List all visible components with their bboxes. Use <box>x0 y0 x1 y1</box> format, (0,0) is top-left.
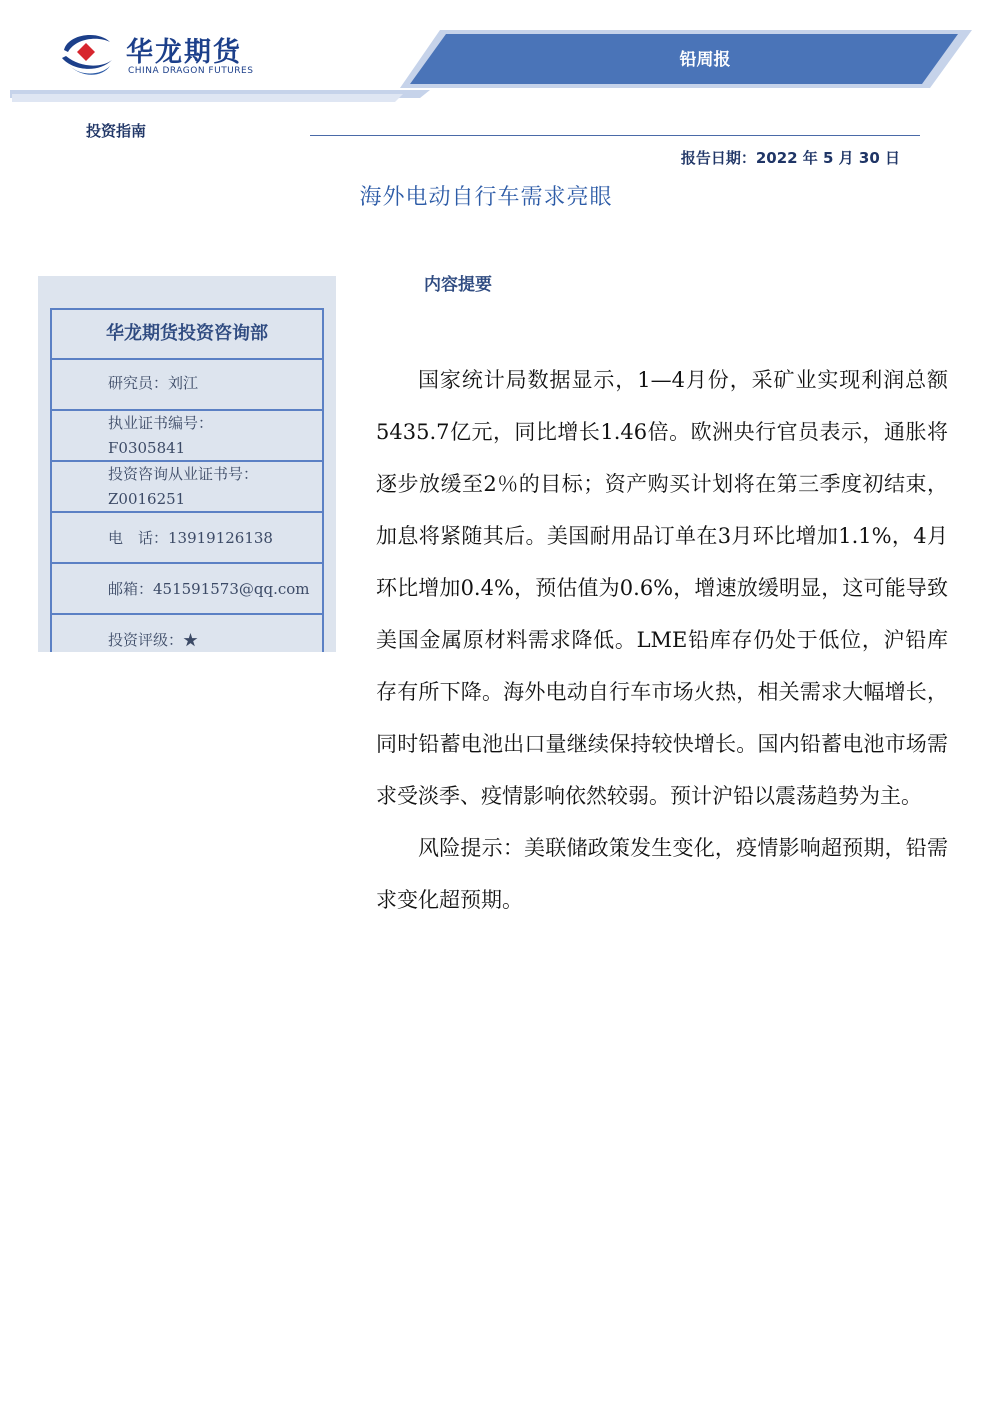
phone-number: 电 话：13919126138 <box>108 529 273 547</box>
department-name: 华龙期货投资咨询部 <box>106 323 268 344</box>
analyst-info-box <box>50 308 324 652</box>
cert-label: 执业证书编号： <box>108 414 214 432</box>
consult-row <box>52 462 322 513</box>
brand-name-en: CHINA DRAGON FUTURES <box>128 66 254 76</box>
analyst-row <box>52 360 322 411</box>
cert-row <box>52 411 322 462</box>
panel-header-row <box>52 310 322 360</box>
analyst-name: 研究员：刘江 <box>108 374 199 392</box>
summary-paragraph: 国家统计局数据显示，1—4月份，采矿业实现利润总额5435.7亿元，同比增长1.46倍。欧洲央行官员表示，通胀将逐步放缓至2％的目标；资产购买计划将在第三季度初结束，加息将紧随其后。美国耐用品订单在3月环比增加1.1%，4月环比增加0.4%，预估值为0.6%，增速放缓明显，这可能导致美国金属原材料需求降低。LME铅库存仍处于低位，沪铅库存有所下降。海外电动自行车市场火热，相关需求大幅增长，同时铅蓄电池出口量继续保持较快增长。国内铅蓄电池市场需求受淡季、疫情影响依然较弱。预计沪铅以震荡趋势为主。 <box>376 368 948 808</box>
document-title: 海外电动自行车需求亮眼 <box>359 185 613 210</box>
email-address: 邮箱：451591573@qq.com <box>108 580 310 598</box>
header-divider <box>310 135 920 136</box>
phone-row <box>52 513 322 564</box>
email-row <box>52 564 322 615</box>
consult-value: Z0016251 <box>108 490 186 508</box>
summary-heading: 内容提要 <box>424 275 492 295</box>
summary-body <box>376 354 948 926</box>
section-label: 投资指南 <box>86 122 147 140</box>
rating-row <box>52 615 322 652</box>
risk-paragraph: 风险提示：美联储政策发生变化，疫情影响超预期，铅需求变化超预期。 <box>376 836 948 912</box>
cert-value: F0305841 <box>108 439 186 457</box>
investment-rating: 投资评级：★ <box>108 631 199 649</box>
report-type-label: 铅周报 <box>679 50 731 70</box>
consult-label: 投资咨询从业证书号： <box>108 465 259 483</box>
china-dragon-futures-logo-icon <box>58 26 118 82</box>
report-date: 报告日期：2022 年 5 月 30 日 <box>680 149 900 167</box>
brand-name-cn: 华龙期货 <box>126 37 242 68</box>
